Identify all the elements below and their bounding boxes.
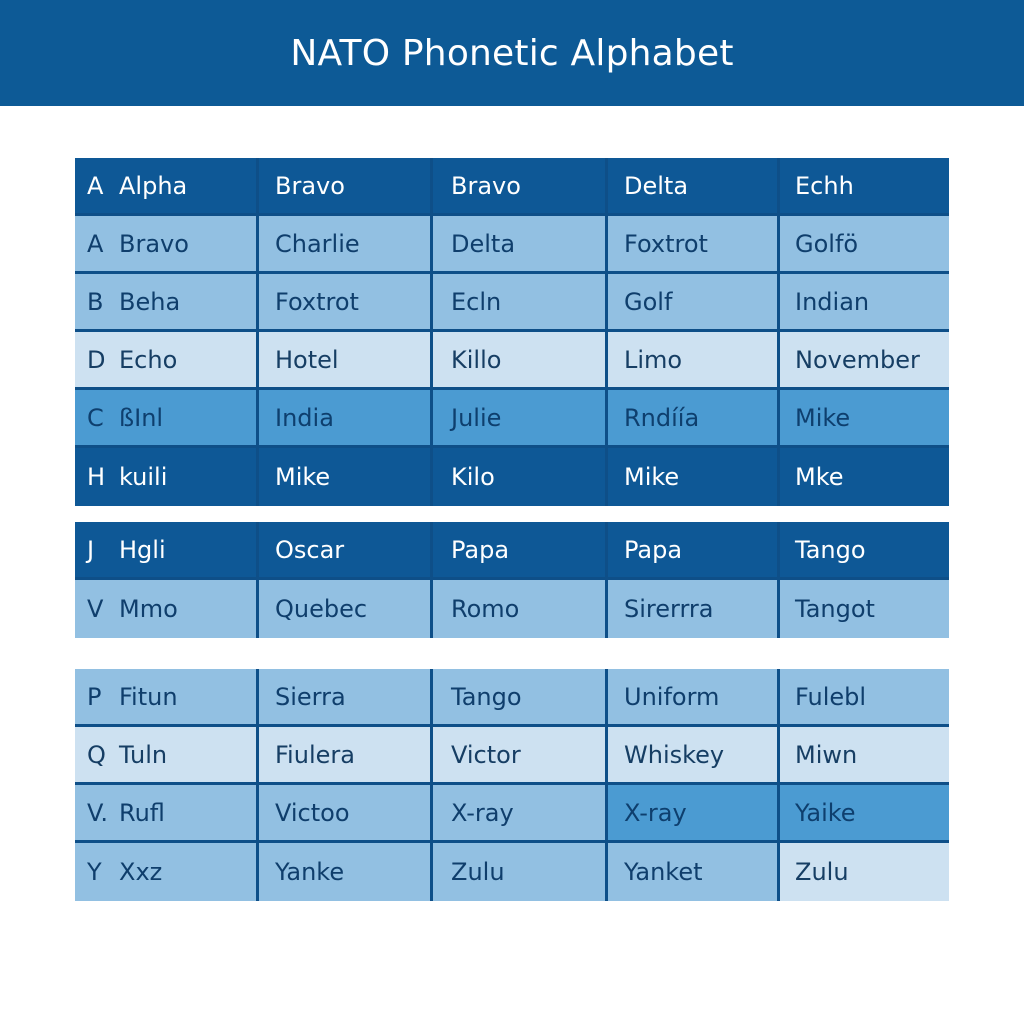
code-word: Tango [795, 535, 866, 564]
table-cell [259, 332, 433, 390]
code-word: Yanke [275, 858, 345, 886]
table-cell [259, 216, 433, 274]
code-word: Mike [795, 403, 851, 432]
table-row [75, 274, 949, 332]
code-word: India [275, 403, 334, 432]
code-word: ßInl [119, 403, 164, 432]
code-word: Fulebl [795, 682, 867, 711]
code-word: Yanket [624, 858, 703, 886]
table-cell [75, 727, 259, 785]
table-cell [75, 390, 259, 448]
code-word: Papa [624, 535, 683, 564]
code-word: Victor [451, 740, 521, 769]
code-word: Tango [451, 682, 522, 711]
code-word: Bravo [451, 171, 521, 200]
code-word: Sierra [275, 682, 346, 711]
table-row [75, 727, 949, 785]
table-row [75, 390, 949, 448]
code-word: Tangot [795, 595, 875, 623]
code-word: Tuln [119, 740, 168, 769]
code-word: Julie [451, 403, 502, 432]
table-cell [780, 727, 949, 785]
table-row [75, 785, 949, 843]
table-cell [608, 522, 780, 580]
code-word: Oscar [275, 535, 345, 564]
table-row [75, 669, 949, 727]
table-cell [259, 274, 433, 332]
table-block-3 [75, 669, 949, 901]
row-letter: J [87, 535, 95, 564]
code-word: kuili [119, 463, 168, 491]
code-word: Echo [119, 345, 178, 374]
row-letter: A [87, 171, 104, 200]
row-letter: A [87, 229, 104, 258]
code-word: Rndíía [624, 403, 700, 432]
code-word: Beha [119, 287, 181, 316]
code-word: Miwn [795, 740, 858, 769]
row-letter: B [87, 287, 104, 316]
table-cell [780, 332, 949, 390]
table-cell [780, 843, 949, 901]
code-word: Delta [451, 229, 516, 258]
table-cell [780, 580, 949, 638]
table-block-2 [75, 522, 949, 638]
code-word: Kilo [451, 463, 495, 491]
code-word: Zulu [795, 858, 849, 886]
code-word: Echh [795, 171, 854, 200]
table-cell [608, 580, 780, 638]
table-row [75, 332, 949, 390]
code-word: X-ray [451, 798, 514, 827]
table-cell [433, 216, 608, 274]
table-cell [780, 669, 949, 727]
row-letter: H [87, 463, 106, 491]
table-cell [75, 448, 259, 506]
code-word: Mike [275, 463, 331, 491]
table-cell [608, 390, 780, 448]
table-cell [75, 332, 259, 390]
table-cell [75, 669, 259, 727]
code-word: Ecln [451, 287, 502, 316]
code-word: Romo [451, 595, 520, 623]
table-cell [433, 448, 608, 506]
code-word: Papa [451, 535, 510, 564]
code-word: X-ray [624, 798, 687, 827]
table-cell [433, 274, 608, 332]
table-cell [259, 448, 433, 506]
title-banner [0, 0, 1024, 106]
table-row [75, 580, 949, 638]
table-row [75, 843, 949, 901]
code-word: Victoo [275, 798, 350, 827]
code-word: Xxz [119, 858, 163, 886]
code-word: Charlie [275, 229, 360, 258]
table-cell [780, 522, 949, 580]
table-cell [608, 448, 780, 506]
table-cell [608, 727, 780, 785]
table-cell [780, 448, 949, 506]
code-word: Mike [624, 463, 680, 491]
code-word: Delta [624, 171, 689, 200]
table-cell [433, 785, 608, 843]
table-cell [259, 727, 433, 785]
code-word: Killo [451, 345, 502, 374]
code-word: Alpha [119, 171, 188, 200]
code-word: Golf [624, 287, 673, 316]
code-word: Hgli [119, 535, 166, 564]
table-cell [259, 522, 433, 580]
table-cell [259, 843, 433, 901]
code-word: Uniform [624, 682, 720, 711]
table-cell [75, 843, 259, 901]
code-word: Quebec [275, 595, 368, 623]
table-cell [259, 158, 433, 216]
table-cell [433, 390, 608, 448]
code-word: Bravo [119, 229, 189, 258]
table-row [75, 448, 949, 506]
table-row [75, 158, 949, 216]
row-letter: V. [87, 798, 108, 827]
code-word: Bravo [275, 171, 345, 200]
table-cell [780, 274, 949, 332]
row-letter: V [87, 595, 104, 623]
table-block-1 [75, 158, 949, 506]
table-cell [780, 785, 949, 843]
code-word: November [795, 345, 920, 374]
code-word: Foxtrot [624, 229, 708, 258]
table-cell [259, 785, 433, 843]
code-word: Whiskey [624, 740, 725, 769]
table-cell [608, 843, 780, 901]
table-cell [433, 727, 608, 785]
table-cell [780, 158, 949, 216]
row-letter: C [87, 403, 104, 432]
table-cell [608, 216, 780, 274]
code-word: Rufl [119, 798, 165, 827]
table-cell [608, 669, 780, 727]
code-word: Zulu [451, 858, 505, 886]
table-cell [608, 274, 780, 332]
code-word: Limo [624, 345, 683, 374]
code-word: Golfö [795, 229, 859, 258]
code-word: Fiulera [275, 740, 355, 769]
table-cell [75, 274, 259, 332]
code-word: Sirerrra [624, 595, 714, 623]
code-word: Yaike [795, 798, 856, 827]
table-row [75, 216, 949, 274]
table-cell [608, 158, 780, 216]
code-word: Mke [795, 463, 844, 491]
table-cell [75, 522, 259, 580]
code-word: Mmo [119, 595, 178, 623]
table-cell [608, 785, 780, 843]
row-letter: Y [87, 858, 102, 886]
table-cell [433, 843, 608, 901]
row-letter: P [87, 682, 102, 711]
row-letter: D [87, 345, 106, 374]
table-cell [75, 785, 259, 843]
table-cell [433, 332, 608, 390]
table-row [75, 522, 949, 580]
code-word: Foxtrot [275, 287, 359, 316]
table-cell [433, 158, 608, 216]
table-cell [433, 580, 608, 638]
code-word: Hotel [275, 345, 339, 374]
table-cell [75, 216, 259, 274]
row-letter: Q [87, 740, 106, 769]
table-cell [780, 390, 949, 448]
table-cell [259, 390, 433, 448]
table-cell [75, 580, 259, 638]
table-cell [433, 669, 608, 727]
table-cell [259, 580, 433, 638]
code-word: Fitun [119, 682, 178, 711]
table-cell [75, 158, 259, 216]
page-title: NATO Phonetic Alphabet [290, 32, 734, 74]
table-cell [780, 216, 949, 274]
code-word: Indian [795, 287, 870, 316]
table-cell [433, 522, 608, 580]
table-cell [259, 669, 433, 727]
table-cell [608, 332, 780, 390]
